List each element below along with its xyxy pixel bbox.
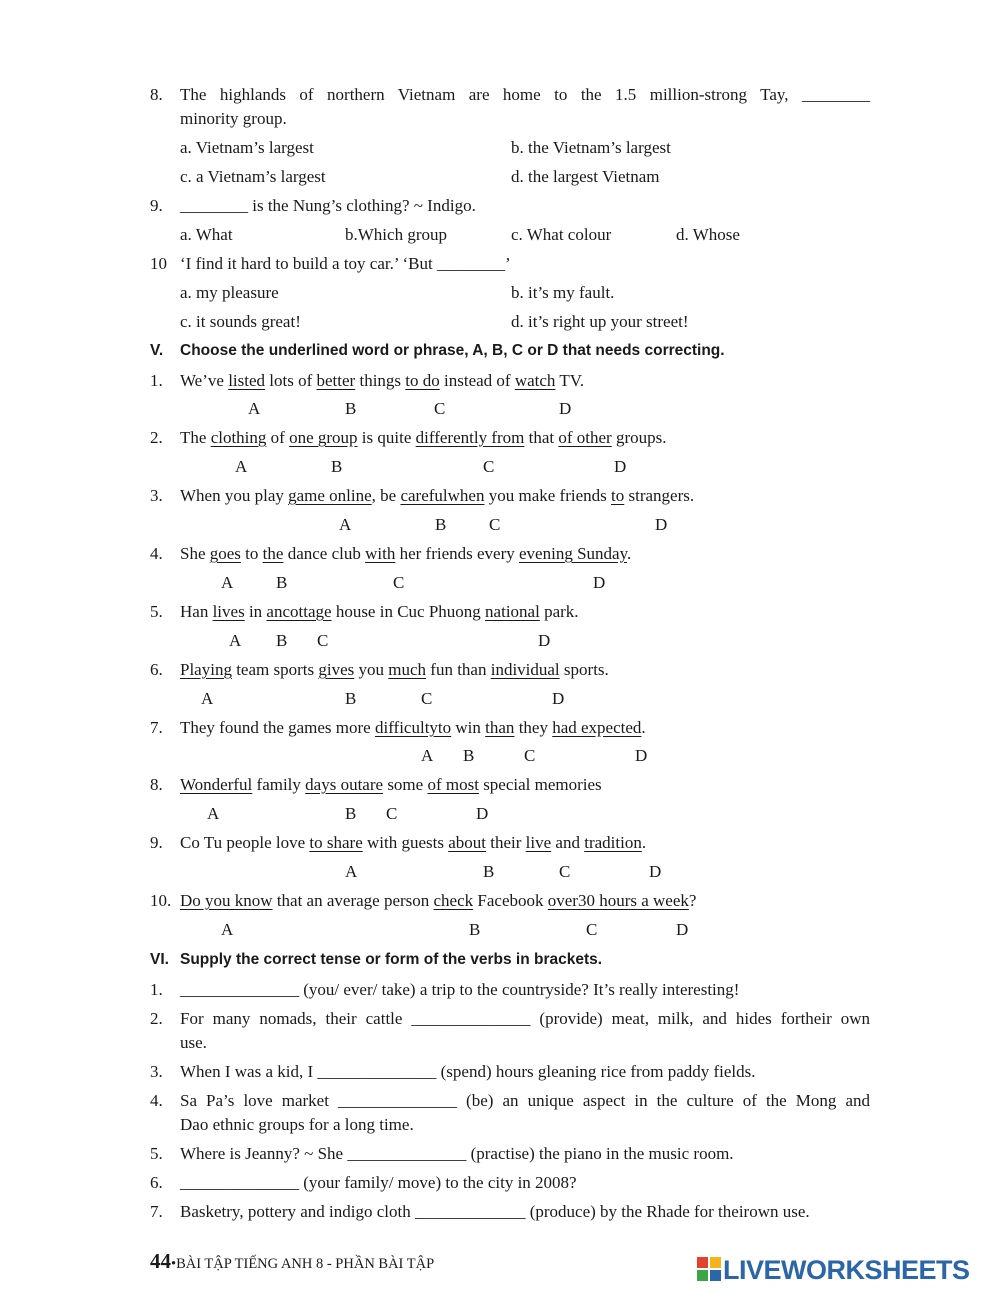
item-sentence	[180, 541, 631, 567]
sentence-text: and	[551, 833, 585, 852]
sentence-text: The	[180, 428, 211, 447]
sentence-text: special memories	[478, 775, 602, 794]
letter-d[interactable]: D	[635, 746, 648, 765]
sentence-text: park.	[539, 602, 579, 621]
item-sentence	[180, 715, 646, 741]
answer-letters-row	[150, 512, 870, 538]
question-number: 10	[150, 254, 167, 273]
letter-c[interactable]: C	[524, 746, 536, 765]
letter-a[interactable]: A	[421, 746, 434, 765]
correction-item-1	[150, 368, 870, 394]
letter-a[interactable]: A	[229, 631, 242, 650]
underlined-option[interactable]: to do	[405, 371, 440, 390]
underlined-option[interactable]: ancottage	[266, 602, 332, 621]
sentence-text: sports.	[559, 660, 609, 679]
option-a[interactable]: a. What	[180, 225, 233, 244]
letter-a[interactable]: A	[221, 573, 234, 592]
item-number: 3.	[150, 1062, 163, 1081]
item-number: 10.	[150, 891, 172, 910]
underlined-option[interactable]: carefulwhen	[400, 486, 485, 505]
item-number: 4.	[150, 544, 163, 563]
item-number: 7.	[150, 1202, 163, 1221]
option-b[interactable]: b.Which group	[345, 225, 447, 244]
sentence-text: fun than	[426, 660, 491, 679]
letter-d[interactable]: D	[655, 515, 668, 534]
underlined-option[interactable]: live	[525, 833, 552, 852]
sentence-text: strangers.	[624, 486, 695, 505]
answer-letters-row	[150, 396, 870, 422]
mc-question-9	[150, 193, 870, 219]
item-text[interactable]: When I was a kid, I ______________ (spend) hours gleaning rice from paddy fields.	[180, 1062, 756, 1081]
question-text: ________ is the Nung’s clothing? ~ Indigo.	[180, 196, 476, 215]
sentence-text: they	[514, 718, 553, 737]
answer-letters-row	[150, 859, 870, 885]
underlined-option[interactable]: evening Sunday	[519, 544, 627, 563]
underlined-option[interactable]: about	[448, 833, 487, 852]
sentence-text: win	[451, 718, 486, 737]
mc-options-row	[150, 222, 870, 248]
letter-c[interactable]: C	[386, 804, 398, 823]
section-number: VI.	[150, 951, 169, 968]
item-text[interactable]: Basketry, pottery and indigo cloth _____________ (produce) by the Rhade for theirown use.	[180, 1202, 810, 1221]
answer-letters-row	[150, 570, 870, 596]
underlined-option[interactable]: had expected	[552, 718, 642, 737]
underlined-option[interactable]: listed	[228, 371, 266, 390]
sentence-text: She	[180, 544, 210, 563]
answer-letters-row	[150, 917, 870, 943]
option-c[interactable]: c. What colour	[511, 225, 612, 244]
sentence-text: instead of	[439, 371, 515, 390]
sentence-text: that an average person	[272, 891, 434, 910]
sentence-text: They found the games more	[180, 718, 375, 737]
sentence-text: you make friends	[484, 486, 612, 505]
letter-c[interactable]: C	[489, 515, 501, 534]
sentence-text: .	[641, 718, 646, 737]
page-footer	[150, 1246, 434, 1276]
option-c[interactable]: c. it sounds great!	[180, 312, 301, 331]
sentence-text: is quite	[357, 428, 416, 447]
underlined-option[interactable]: individual	[490, 660, 560, 679]
mc-options-row	[150, 309, 870, 335]
item-sentence	[180, 599, 579, 625]
answer-letters-row	[150, 801, 870, 827]
sentence-text: dance club	[283, 544, 366, 563]
verb-item-4-cont	[150, 1112, 870, 1138]
option-d[interactable]: d. the largest Vietnam	[511, 167, 660, 186]
item-sentence	[180, 830, 646, 856]
brand-name: LIVEWORKSHEETS	[723, 1255, 970, 1285]
letter-c[interactable]: C	[317, 631, 329, 650]
option-c[interactable]: c. a Vietnam’s largest	[180, 167, 326, 186]
question-text: ‘I find it hard to build a toy car.’ ‘But ________’	[180, 254, 511, 273]
item-text-cont: use.	[180, 1033, 207, 1052]
underlined-option[interactable]: of most	[427, 775, 479, 794]
correction-item-4	[150, 541, 870, 567]
correction-item-3	[150, 483, 870, 509]
letter-b[interactable]: B	[331, 457, 343, 476]
verb-item-7	[150, 1199, 870, 1225]
footer-text: •BÀI TẬP TIẾNG ANH 8 - PHẦN BÀI TẬP	[171, 1256, 435, 1272]
verb-item-2	[150, 1006, 870, 1032]
letter-b[interactable]: B	[483, 862, 495, 881]
underlined-option[interactable]: difficultyto	[374, 718, 452, 737]
underlined-option[interactable]: better	[316, 371, 356, 390]
sentence-text: things	[355, 371, 406, 390]
sentence-text: groups.	[611, 428, 667, 447]
underlined-option[interactable]: game online	[288, 486, 372, 505]
item-number: 9.	[150, 833, 163, 852]
answer-letters-row	[150, 686, 870, 712]
option-d[interactable]: d. Whose	[676, 225, 740, 244]
sentence-text: Facebook	[473, 891, 548, 910]
letter-c[interactable]: C	[421, 689, 433, 708]
correction-item-2	[150, 425, 870, 451]
letter-b[interactable]: B	[345, 804, 357, 823]
correction-item-10	[150, 888, 870, 914]
letter-b[interactable]: B	[345, 399, 357, 418]
item-number: 5.	[150, 1144, 163, 1163]
mc-question-8	[150, 82, 870, 108]
page-number: 44	[150, 1249, 171, 1273]
option-a[interactable]: a. my pleasure	[180, 283, 279, 302]
verb-item-1	[150, 977, 870, 1003]
option-a[interactable]: a. Vietnam’s largest	[180, 138, 314, 157]
item-sentence	[180, 425, 667, 451]
item-number: 7.	[150, 718, 163, 737]
sentence-text: some	[383, 775, 428, 794]
item-number: 8.	[150, 775, 163, 794]
item-sentence	[180, 483, 694, 509]
correction-item-7	[150, 715, 870, 741]
answer-letters-row	[150, 628, 870, 654]
letter-c[interactable]: C	[559, 862, 571, 881]
item-number: 1.	[150, 980, 163, 999]
letter-b[interactable]: B	[463, 746, 475, 765]
item-number: 2.	[150, 428, 163, 447]
mc-options-row	[150, 135, 870, 161]
underlined-option[interactable]: than	[485, 718, 515, 737]
answer-letters-row	[150, 454, 870, 480]
mc-options-row	[150, 164, 870, 190]
letter-d[interactable]: D	[676, 920, 689, 939]
sentence-text: Co Tu people love	[180, 833, 310, 852]
letter-a[interactable]: A	[248, 399, 261, 418]
item-sentence	[180, 772, 602, 798]
letter-d[interactable]: D	[593, 573, 606, 592]
underlined-option[interactable]: check	[433, 891, 474, 910]
letter-a[interactable]: A	[345, 862, 358, 881]
letter-c[interactable]: C	[586, 920, 598, 939]
item-text[interactable]: ______________ (your family/ move) to the city in 2008?	[180, 1173, 577, 1192]
mc-question-8-cont	[150, 106, 870, 132]
underlined-option[interactable]: one group	[289, 428, 358, 447]
item-text[interactable]: Where is Jeanny? ~ She ______________ (practise) the piano in the music room.	[180, 1144, 734, 1163]
question-text: The highlands of northern Vietnam are home to the 1.5 million-strong Tay, ________	[180, 85, 870, 104]
item-text[interactable]: For many nomads, their cattle ______________ (provide) meat, milk, and hides fortheir own	[180, 1009, 870, 1028]
item-number: 1.	[150, 371, 163, 390]
option-b[interactable]: b. the Vietnam’s largest	[511, 138, 671, 157]
question-number: 8.	[150, 85, 163, 104]
underlined-option[interactable]: national	[485, 602, 540, 621]
item-number: 3.	[150, 486, 163, 505]
letter-b[interactable]: B	[435, 515, 447, 534]
letter-c[interactable]: C	[483, 457, 495, 476]
underlined-option[interactable]: differently from	[415, 428, 525, 447]
item-text-cont: Dao ethnic groups for a long time.	[180, 1115, 414, 1134]
sentence-text: you	[354, 660, 389, 679]
correction-item-6	[150, 657, 870, 683]
item-number: 6.	[150, 660, 163, 679]
section-title: Choose the underlined word or phrase, A, B, C or D that needs correcting.	[180, 342, 725, 359]
letter-a[interactable]: A	[207, 804, 220, 823]
item-number: 2.	[150, 1009, 163, 1028]
verb-item-4	[150, 1088, 870, 1114]
option-b[interactable]: b. it’s my fault.	[511, 283, 615, 302]
sentence-text: We’ve	[180, 371, 229, 390]
letter-b[interactable]: B	[276, 573, 288, 592]
section-title: Supply the correct tense or form of the verbs in brackets.	[180, 951, 603, 968]
item-number: 6.	[150, 1173, 163, 1192]
letter-a[interactable]: A	[235, 457, 248, 476]
letter-a[interactable]: A	[221, 920, 234, 939]
section-number: V.	[150, 342, 164, 359]
letter-a[interactable]: A	[339, 515, 352, 534]
underlined-option[interactable]: Playing	[180, 660, 232, 679]
mc-question-10	[150, 251, 870, 277]
underlined-option[interactable]: to share	[309, 833, 363, 852]
sentence-text: When you play	[180, 486, 289, 505]
letter-b[interactable]: B	[345, 689, 357, 708]
letter-b[interactable]: B	[469, 920, 481, 939]
underlined-option[interactable]: days outare	[305, 775, 384, 794]
sentence-text: in	[244, 602, 267, 621]
underlined-option[interactable]: of other	[558, 428, 612, 447]
underlined-option[interactable]: tradition	[584, 833, 642, 852]
underlined-option[interactable]: much	[388, 660, 427, 679]
underlined-option[interactable]: over30 hours a week	[547, 891, 689, 910]
sentence-text: .	[641, 833, 647, 852]
sentence-text: team sports	[231, 660, 319, 679]
correction-item-8	[150, 772, 870, 798]
letter-d[interactable]: D	[538, 631, 551, 650]
item-number: 4.	[150, 1091, 163, 1110]
mc-options-row	[150, 280, 870, 306]
letter-b[interactable]: B	[276, 631, 288, 650]
sentence-text: TV.	[555, 371, 585, 390]
item-text[interactable]: ______________ (you/ ever/ take) a trip to the countryside? It’s really interesting!	[180, 980, 740, 999]
question-number: 9.	[150, 196, 163, 215]
letter-d[interactable]: D	[649, 862, 662, 881]
underlined-option[interactable]: the	[262, 544, 284, 563]
letter-c[interactable]: C	[393, 573, 405, 592]
sentence-text: ?	[688, 891, 697, 910]
sentence-text: family	[252, 775, 306, 794]
item-sentence	[180, 657, 609, 683]
option-d[interactable]: d. it’s right up your street!	[511, 312, 689, 331]
liveworksheets-logo-icon	[697, 1257, 721, 1281]
underlined-option[interactable]: gives	[318, 660, 355, 679]
correction-item-9	[150, 830, 870, 856]
sentence-text: , be	[371, 486, 401, 505]
answer-letters-row	[150, 743, 870, 769]
verb-item-2-cont	[150, 1030, 870, 1056]
sentence-text: lots of	[265, 371, 317, 390]
letter-c[interactable]: C	[434, 399, 446, 418]
sentence-text: of	[266, 428, 290, 447]
letter-d[interactable]: D	[476, 804, 489, 823]
sentence-text: house in Cuc Phuong	[331, 602, 486, 621]
question-text-cont: minority group.	[180, 109, 287, 128]
sentence-text: that	[524, 428, 559, 447]
underlined-option[interactable]: Do you know	[180, 891, 273, 910]
letter-d[interactable]: D	[552, 689, 565, 708]
item-sentence	[180, 888, 696, 914]
underlined-option[interactable]: to	[611, 486, 625, 505]
item-number: 5.	[150, 602, 163, 621]
sentence-text: her friends every	[395, 544, 519, 563]
item-text[interactable]: Sa Pa’s love market ______________ (be) an unique aspect in the culture of the Mong and	[180, 1091, 870, 1110]
underlined-option[interactable]: with	[365, 544, 396, 563]
sentence-text: to	[240, 544, 263, 563]
underlined-option[interactable]: Wonderful	[180, 775, 253, 794]
underlined-option[interactable]: watch	[514, 371, 556, 390]
letter-d[interactable]: D	[559, 399, 572, 418]
letter-d[interactable]: D	[614, 457, 627, 476]
underlined-option[interactable]: lives	[212, 602, 245, 621]
verb-item-5	[150, 1141, 870, 1167]
sentence-text: .	[626, 544, 632, 563]
correction-item-5	[150, 599, 870, 625]
item-sentence	[180, 368, 584, 394]
verb-item-3	[150, 1059, 870, 1085]
sentence-text: Han	[180, 602, 213, 621]
underlined-option[interactable]: goes	[209, 544, 241, 563]
sentence-text: with guests	[362, 833, 449, 852]
verb-item-6	[150, 1170, 870, 1196]
underlined-option[interactable]: clothing	[210, 428, 267, 447]
letter-a[interactable]: A	[201, 689, 214, 708]
sentence-text: their	[486, 833, 526, 852]
